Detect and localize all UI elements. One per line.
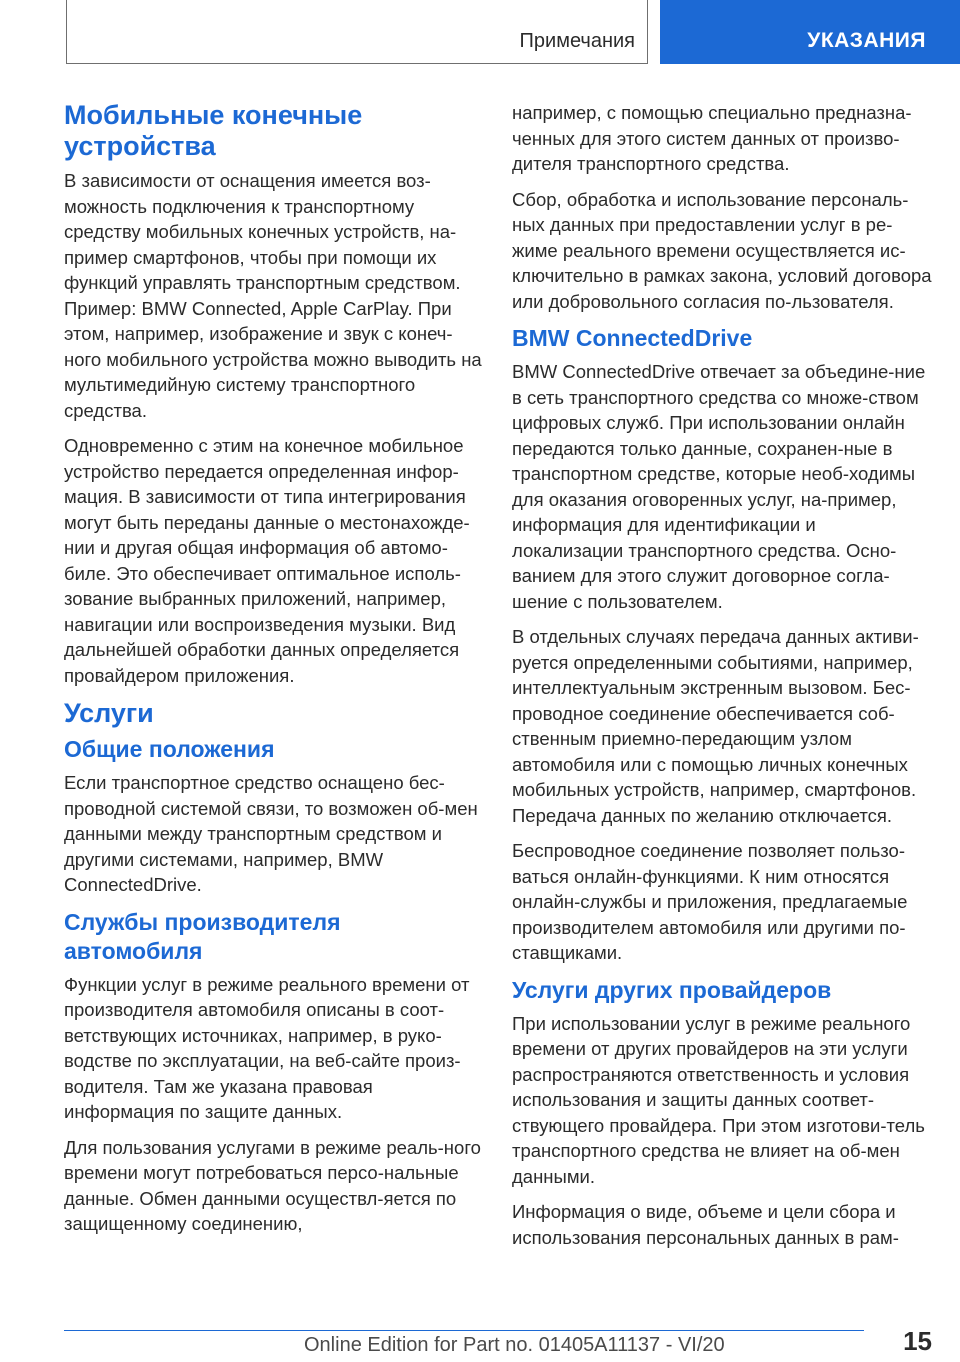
- paragraph-manufacturer-1: Функции услуг в режиме реального времени от производителя автомобиля описаны в соот-ветствующих источниках, например, в руко-водстве по эксплуатации, на веб-сайте произ-водителя. Там же указана правовая информация по защите данных.: [64, 973, 470, 1122]
- paragraph-mobile-1: В зависимости от оснащения имеется воз-можность подключения к транспортному средству мобильных конечных устройств, на-пример смартфонов, чтобы при помощи их функций управлять транспортным средством. Пример: BMW Connected, Apple CarPlay. При этом, например, изображение и звук с конеч-ного мобильного устройства можно выводить на мультимедийную систему транспортного средства.: [64, 170, 482, 421]
- heading-other-providers: Услуги других провайдеров: [512, 976, 832, 1003]
- tab-notes-label: Примечания: [519, 30, 635, 52]
- paragraph-other-2: Информация о виде, объеме и цели сбора и использования персональных данных в рам-: [512, 1201, 899, 1248]
- heading-manufacturer-services: Службы производителя автомобиля: [64, 908, 341, 964]
- paragraph-continuation-2: Сбор, обработка и использование персональ-ных данных при предоставлении услуг в ре-жиме реального времени осуществляется ис-ключительно в рамках закона, условий договора или добровольного согласия по-льзователя.: [512, 188, 932, 312]
- paragraph-connecteddrive-2: В отдельных случаях передача данных активи-руется определенными событиями, например, интеллектуальным экстренным вызовом. Бес-проводное соединение обеспечивается соб-ственным приемно-передающим узлом автомобиля или с помощью личных конечных мобильных устройств, например, смартфонов. Передача данных по желанию отключается.: [512, 626, 919, 826]
- paragraph-continuation-1: например, с помощью специально предназна-ченных для этого систем данных от произво-дителя транспортного средства.: [512, 102, 912, 174]
- paragraph-general: Если транспортное средство оснащено бес-проводной системой связи, то возможен об-мен данными между транспортным средством и другими системами, например, BMW ConnectedDrive.: [64, 772, 478, 895]
- tab-notes[interactable]: [66, 0, 648, 64]
- page-number: 15: [903, 1326, 932, 1356]
- paragraph-manufacturer-2: Для пользования услугами в режиме реаль-ного времени могут потребоваться персо-нальные данные. Обмен данными осуществл-яется по защищенному соединению,: [64, 1136, 481, 1234]
- paragraph-other-1: При использовании услуг в режиме реального времени от других провайдеров на эти услуги распространяются ответственность и условия использования и защиты данных соответ-ствующего провайдера. При этом изготови-тель транспортного средства не влияет на об-мен данными.: [512, 1012, 925, 1187]
- right-column: [512, 100, 932, 1260]
- paragraph-mobile-2: Одновременно с этим на конечное мобильное устройство передается определенная инфор-мация. В зависимости от типа интегрирования могут быть переданы данные о местонахожде-нии и другая общая информация об автомо-биле. Это обеспечивает оптимальное исполь-зование выбранных приложений, например, навигации или воспроизведения музыки. Вид дальнейшей обработки данных определяется провайдером приложения.: [64, 435, 470, 686]
- left-column: [64, 100, 484, 1247]
- heading-general-provisions: Общие положения: [64, 736, 275, 762]
- footer-edition: Online Edition for Part no. 01405A11137 - VI/20: [304, 1334, 725, 1356]
- heading-mobile-devices: Мобильные конечные устройства: [64, 100, 363, 161]
- paragraph-connecteddrive-1: BMW ConnectedDrive отвечает за объедине-ние в сеть транспортного средства со множе-ством цифровых служб. При использовании онлайн передаются только данные, сохранен-ные в транспортном средстве, которые необ-ходимы для оказания оговоренных услуг, на-пример, информация для идентификации и локализации транспортного средства. Осно-ванием для этого служит договорное согла-шение с пользователем.: [512, 361, 926, 612]
- paragraph-connecteddrive-3: Беспроводное соединение позволяет пользо-ваться онлайн-функциями. К ним относятся онлайн-службы и приложения, предлагаемые производителем автомобиля или другими по-ставщиками.: [512, 840, 908, 963]
- footer-divider: [64, 1330, 864, 1331]
- tab-instructions-label: УКАЗАНИЯ: [807, 29, 926, 52]
- heading-connecteddrive: BMW ConnectedDrive: [512, 325, 753, 351]
- heading-services: Услуги: [64, 698, 154, 728]
- tab-instructions[interactable]: [660, 0, 960, 64]
